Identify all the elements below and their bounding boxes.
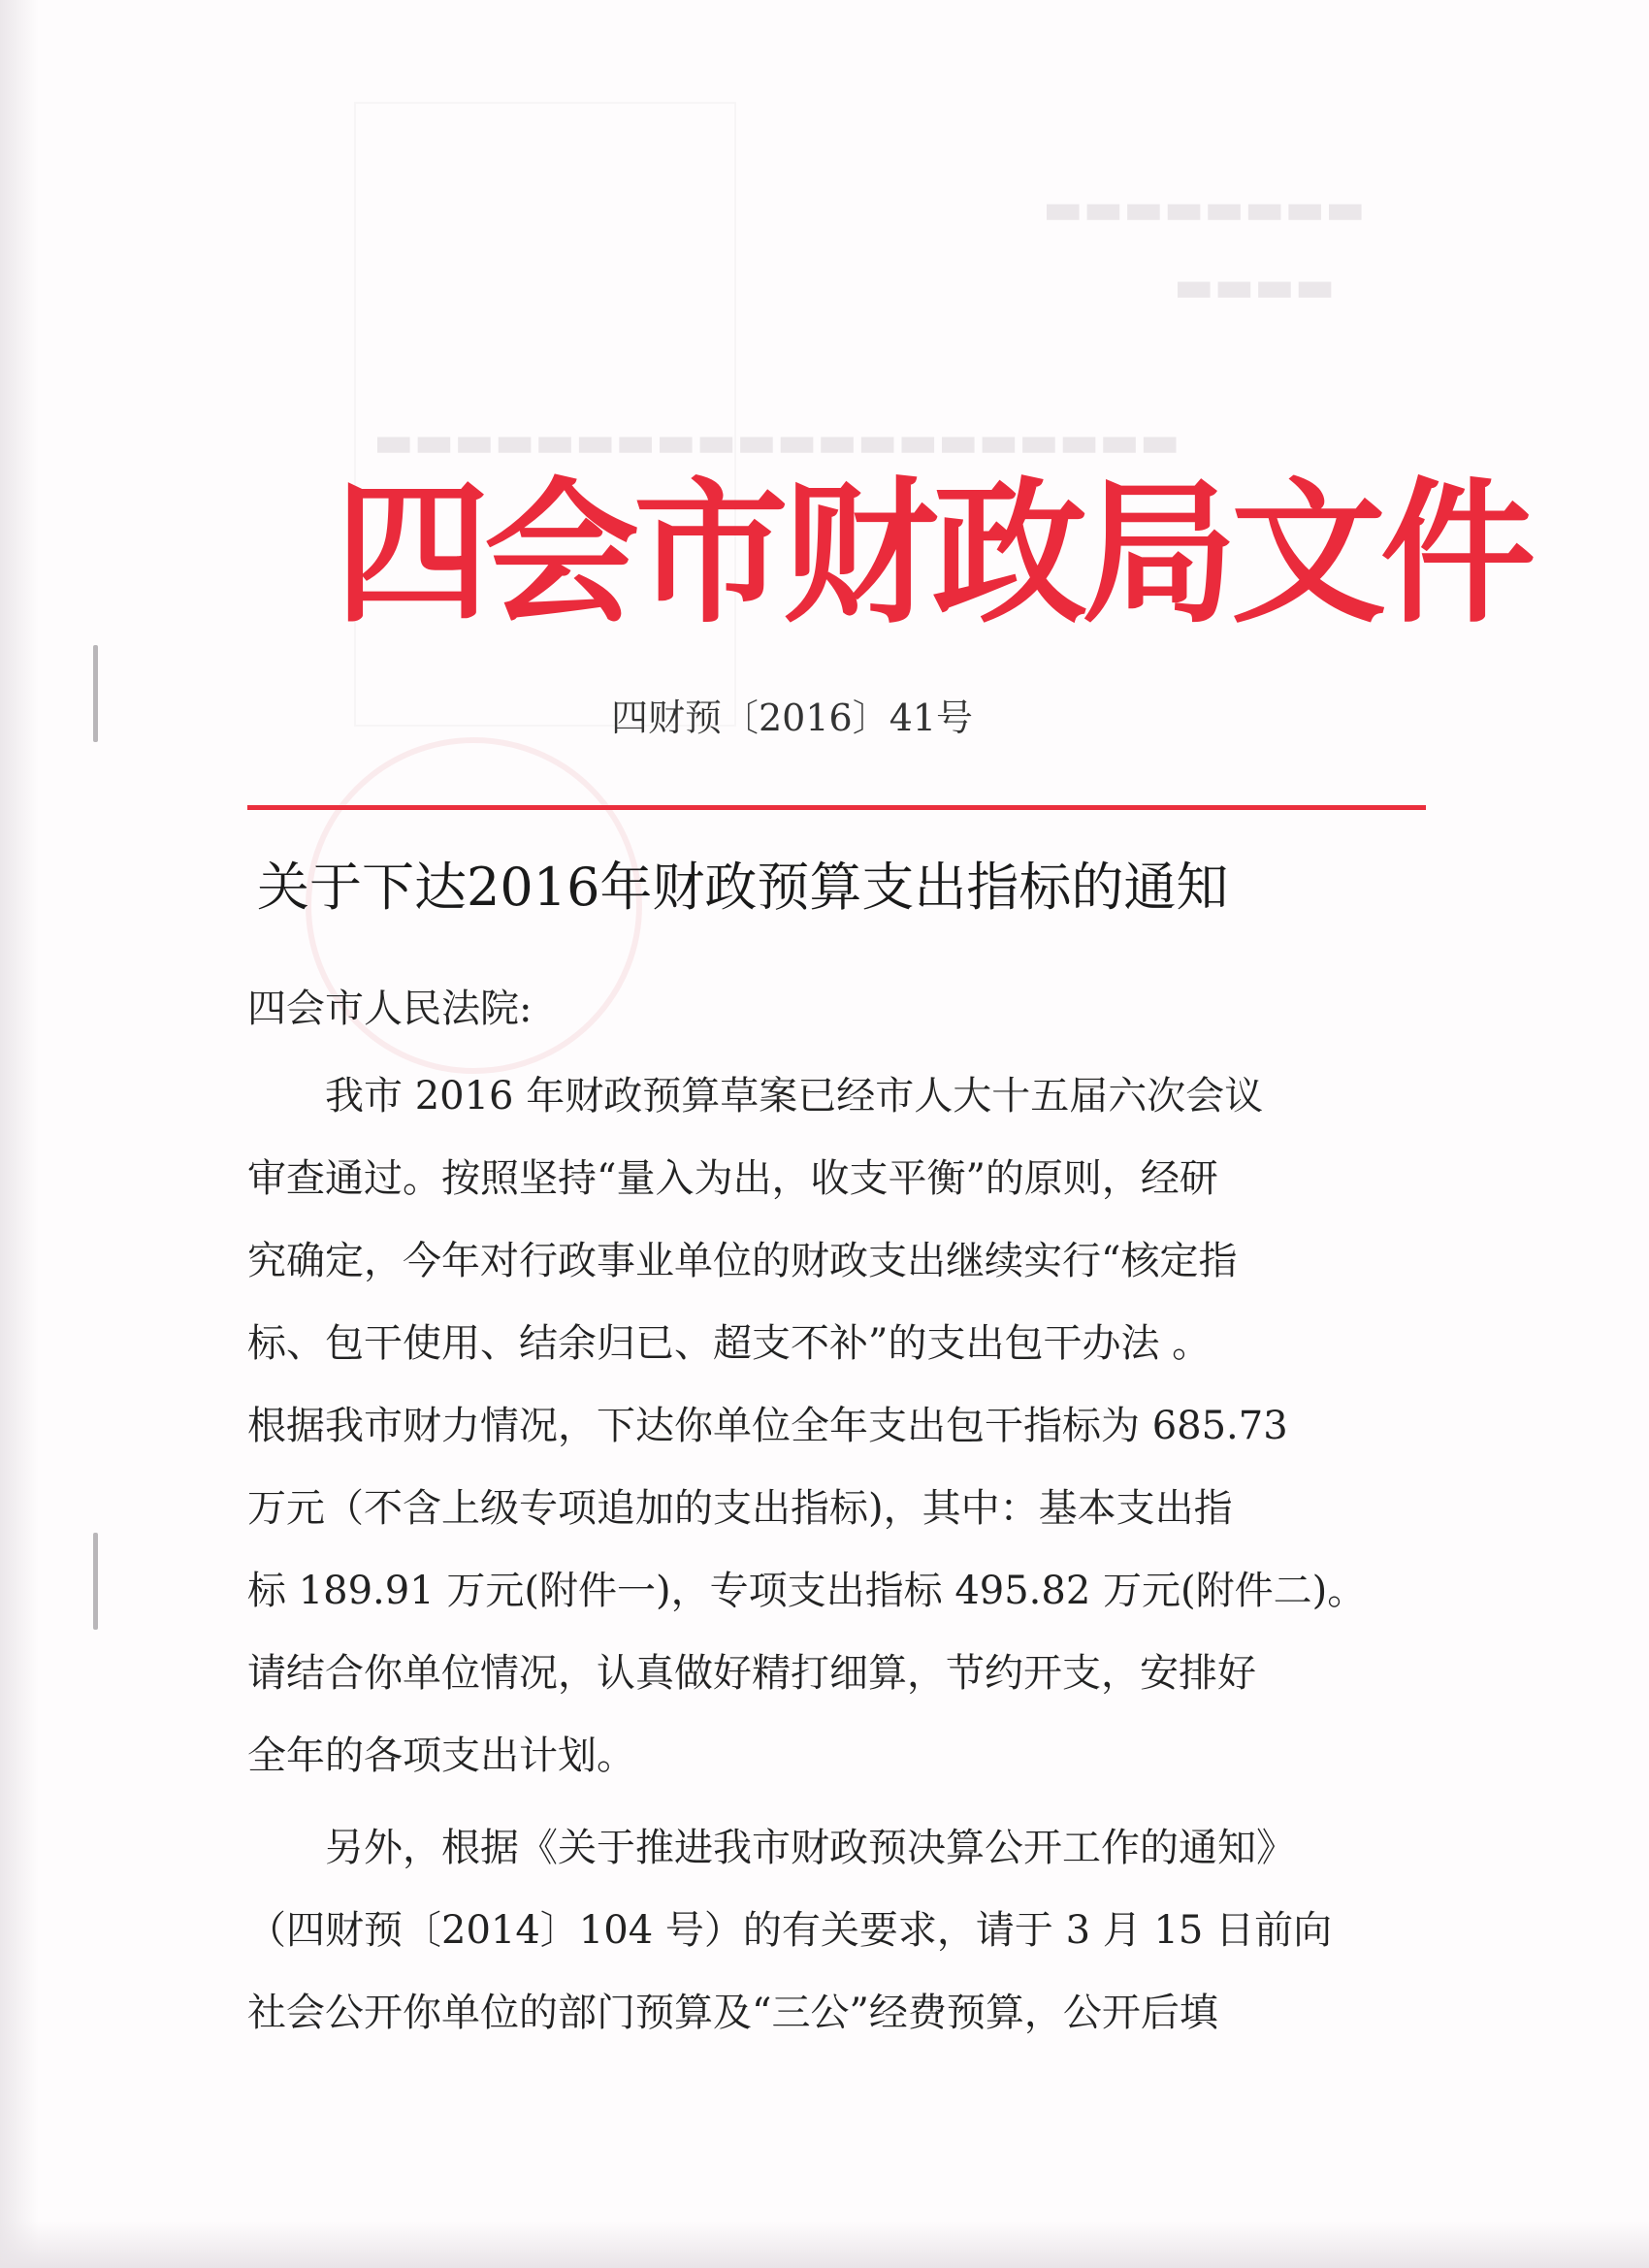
scan-edge-shadow bbox=[0, 0, 39, 2268]
body-line: （四财预〔2014〕104 号）的有关要求，请于 3 月 15 日前向 bbox=[247, 1908, 1333, 1953]
body-line: 万元（不含上级专项追加的支出指标)，其中：基本支出指 bbox=[247, 1486, 1233, 1531]
bleed-through-text: ▬▬▬▬▬▬▬▬ bbox=[1043, 184, 1366, 234]
document-number: 四财预〔2016〕41号 bbox=[611, 697, 974, 739]
bleed-through-text: ▬▬▬▬ bbox=[1174, 262, 1336, 311]
body-line: 请结合你单位情况，认真做好精打细算，节约开支，安排好 bbox=[247, 1651, 1256, 1696]
body-line: 全年的各项支出计划。 bbox=[247, 1733, 635, 1778]
body-line: 标、包干使用、结余归已、超支不补”的支出包干办法 。 bbox=[247, 1321, 1212, 1366]
notice-title: 关于下达2016年财政预算支出指标的通知 bbox=[257, 857, 1229, 918]
body-line: 究确定，今年对行政事业单位的财政支出继续实行“核定指 bbox=[247, 1239, 1238, 1283]
scan-bottom-shadow bbox=[0, 2221, 1649, 2268]
body-line: 社会公开你单位的部门预算及“三公”经费预算，公开后填 bbox=[247, 1991, 1218, 2035]
red-divider-line bbox=[247, 805, 1426, 810]
addressee: 四会市人民法院: bbox=[247, 987, 533, 1031]
agency-header-title: 四会市财政局文件 bbox=[335, 462, 1531, 644]
staple-mark bbox=[93, 645, 98, 742]
body-line: 我市 2016 年财政预算草案已经市人大十五届六次会议 bbox=[325, 1074, 1264, 1118]
body-line: 审查通过。按照坚持“量入为出，收支平衡”的原则，经研 bbox=[247, 1156, 1218, 1201]
bleed-through-text: ▬▬▬▬▬▬▬▬▬▬▬▬▬▬▬▬▬▬▬▬ bbox=[373, 417, 1180, 467]
staple-mark bbox=[93, 1533, 98, 1630]
body-line: 另外，根据《关于推进我市财政预决算公开工作的通知》 bbox=[325, 1826, 1295, 1870]
body-line: 标 189.91 万元(附件一)，专项支出指标 495.82 万元(附件二)。 bbox=[247, 1569, 1367, 1613]
body-line: 根据我市财力情况，下达你单位全年支出包干指标为 685.73 bbox=[247, 1404, 1288, 1448]
